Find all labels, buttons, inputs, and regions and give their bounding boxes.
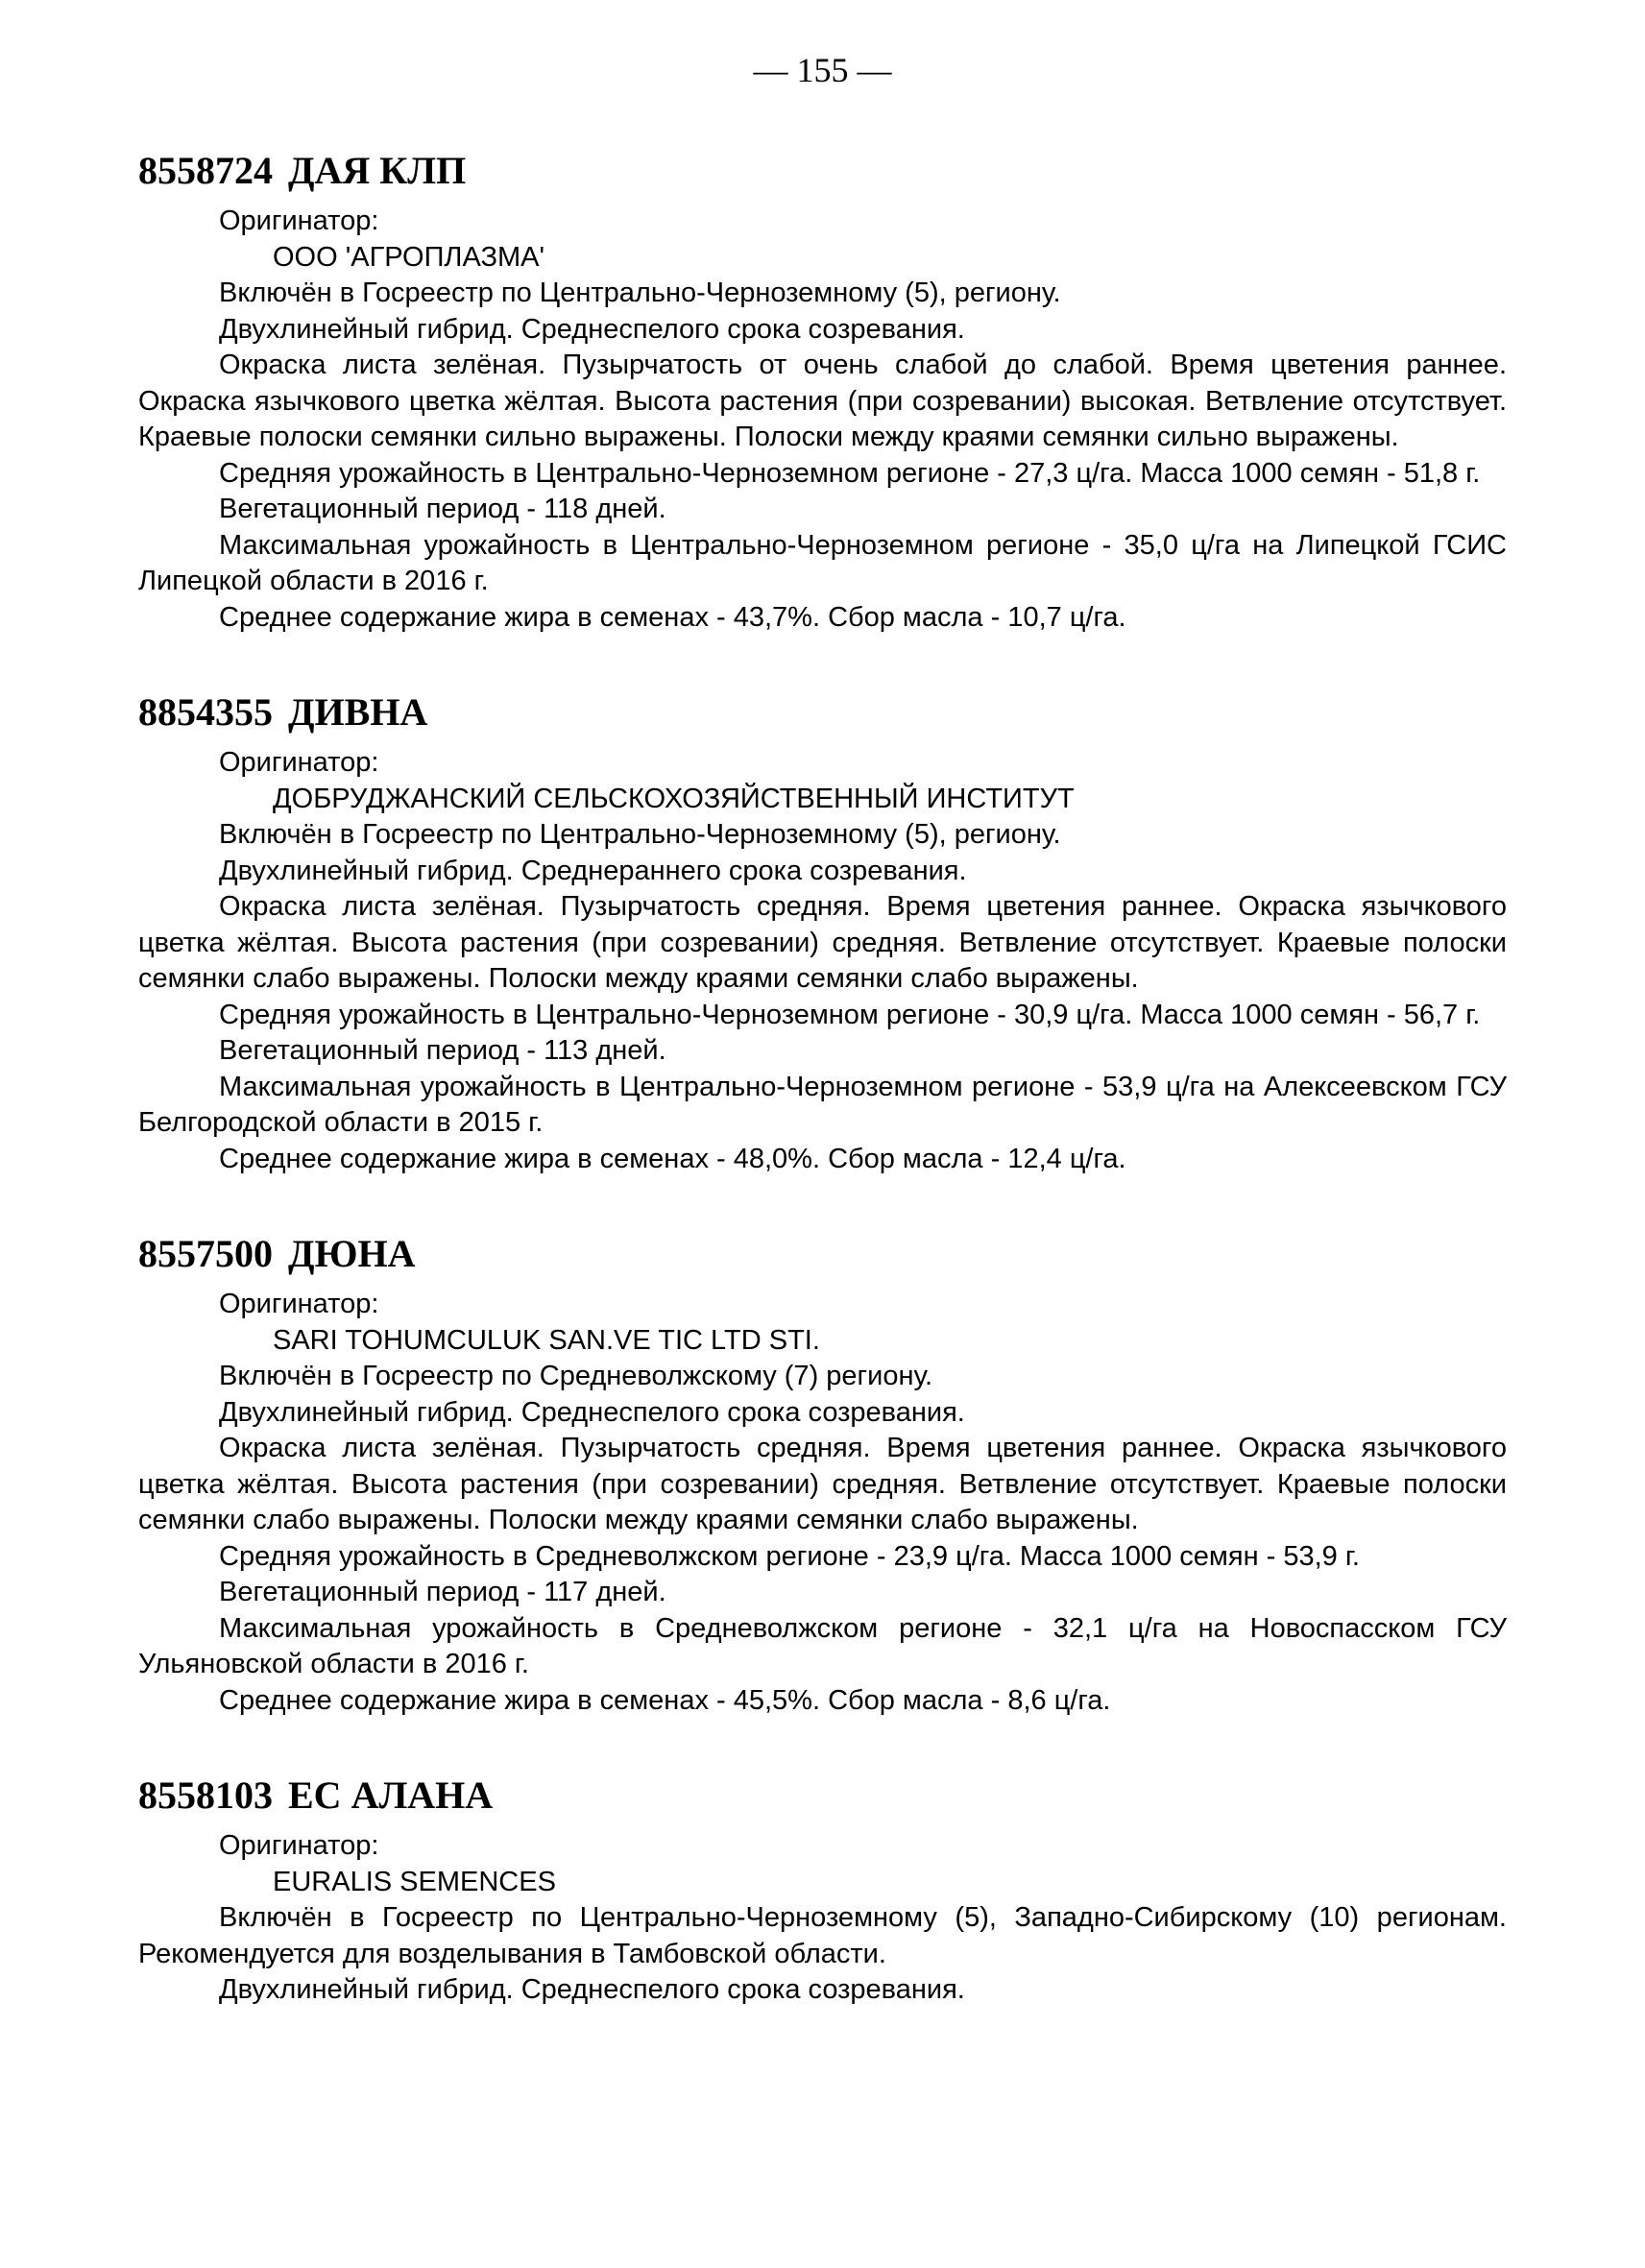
paragraph-max-yield: Максимальная урожайность в Центрально-Черноземном регионе - 35,0 ц/га на Липецкой ГСИС Липецкой области в 2016 г. bbox=[138, 529, 1507, 596]
page-number: — 155 — bbox=[753, 51, 892, 89]
paragraph-oil-content: Среднее содержание жира в семенах - 45,5%. Сбор масла - 8,6 ц/га. bbox=[219, 1684, 1111, 1716]
paragraph-description: Окраска листа зелёная. Пузырчатость средняя. Время цветения раннее. Окраска язычкового цветка жёлтая. Высота растения (при созревании) средняя. Ветвление отсутствует. Краевые полоски семянки слабо выражены. Полоски между краями семянки слабо выражены. bbox=[138, 1433, 1507, 1535]
document-page bbox=[138, 46, 1507, 2009]
variety-entry bbox=[138, 1225, 1507, 1719]
paragraph-registry: Включён в Госреестр по Центрально-Черноземному (5), Западно-Сибирскому (10) регионам. Рекомендуется для возделывания в Тамбовской области. bbox=[138, 1902, 1507, 1969]
paragraph-registry: Включён в Госреестр по Центрально-Черноземному (5), региону. bbox=[219, 819, 1061, 850]
variety-entry bbox=[138, 1767, 1507, 2009]
paragraph-description: Окраска листа зелёная. Пузырчатость средняя. Время цветения раннее. Окраска язычкового цветка жёлтая. Высота растения (при созревании) средняя. Ветвление отсутствует. Краевые полоски семянки слабо выражены. Полоски между краями семянки слабо выражены. bbox=[138, 891, 1507, 994]
variety-code: 8854355 bbox=[138, 690, 273, 734]
paragraph-registry: Включён в Госреестр по Центрально-Черноземному (5), региону. bbox=[219, 277, 1061, 308]
variety-code: 8558724 bbox=[138, 149, 273, 192]
paragraph-oil-content: Среднее содержание жира в семенах - 43,7%. Сбор масла - 10,7 ц/га. bbox=[219, 601, 1126, 633]
variety-code: 8557500 bbox=[138, 1232, 273, 1275]
paragraph-hybrid-type: Двухлинейный гибрид. Среднеспелого срока созревания. bbox=[219, 1396, 965, 1428]
paragraph-yield: Средняя урожайность в Центрально-Черноземном регионе - 27,3 ц/га. Масса 1000 семян - 51,8 г. bbox=[219, 457, 1481, 489]
variety-entry bbox=[138, 142, 1507, 636]
paragraph-vegetation: Вегетационный период - 118 дней. bbox=[219, 494, 666, 524]
originator-label: Оригинатор: bbox=[219, 747, 379, 778]
paragraph-hybrid-type: Двухлинейный гибрид. Среднераннего срока созревания. bbox=[219, 855, 967, 886]
paragraph-description: Окраска листа зелёная. Пузырчатость от очень слабой до слабой. Время цветения раннее. Окраска язычкового цветка жёлтая. Высота растения (при созревании) высокая. Ветвление отсутствует. Краевые полоски семянки сильно выражены. Полоски между краями семянки сильно выражены. bbox=[138, 350, 1507, 452]
variety-heading bbox=[138, 1767, 1507, 1824]
variety-heading bbox=[138, 1225, 1507, 1283]
originator-label: Оригинатор: bbox=[219, 1830, 379, 1861]
variety-code: 8558103 bbox=[138, 1773, 273, 1817]
paragraph-yield: Средняя урожайность в Центрально-Черноземном регионе - 30,9 ц/га. Масса 1000 семян - 56,7 г. bbox=[219, 999, 1481, 1030]
originator-label: Оригинатор: bbox=[219, 205, 379, 236]
originator-label: Оригинатор: bbox=[219, 1289, 379, 1319]
variety-name: ЕС АЛАНА bbox=[288, 1773, 494, 1817]
paragraph-max-yield: Максимальная урожайность в Центрально-Черноземном регионе - 53,9 ц/га на Алексеевском ГСУ Белгородской области в 2015 г. bbox=[138, 1071, 1507, 1138]
variety-name: ДИВНА bbox=[288, 690, 428, 734]
variety-entry bbox=[138, 684, 1507, 1177]
paragraph-registry: Включён в Госреестр по Средневолжскому (7) региону. bbox=[219, 1361, 933, 1391]
variety-name: ДАЯ КЛП bbox=[288, 149, 467, 192]
paragraph-vegetation: Вегетационный период - 117 дней. bbox=[219, 1577, 666, 1607]
variety-heading bbox=[138, 684, 1507, 741]
variety-name: ДЮНА bbox=[288, 1232, 416, 1275]
originator-name: ДОБРУДЖАНСКИЙ СЕЛЬСКОХОЗЯЙСТВЕННЫЙ ИНСТИТУТ bbox=[273, 783, 1075, 814]
paragraph-oil-content: Среднее содержание жира в семенах - 48,0%. Сбор масла - 12,4 ц/га. bbox=[219, 1143, 1126, 1174]
variety-heading bbox=[138, 142, 1507, 200]
originator-name: EURALIS SEMENCES bbox=[273, 1866, 556, 1897]
paragraph-vegetation: Вегетационный период - 113 дней. bbox=[219, 1035, 666, 1066]
paragraph-max-yield: Максимальная урожайность в Средневолжском регионе - 32,1 ц/га на Новоспасском ГСУ Ульяновской области в 2016 г. bbox=[138, 1612, 1507, 1679]
paragraph-hybrid-type: Двухлинейный гибрид. Среднеспелого срока созревания. bbox=[219, 313, 965, 345]
paragraph-yield: Средняя урожайность в Средневолжском регионе - 23,9 ц/га. Масса 1000 семян - 53,9 г. bbox=[219, 1540, 1360, 1572]
paragraph-hybrid-type: Двухлинейный гибрид. Среднеспелого срока созревания. bbox=[219, 1974, 965, 2005]
originator-name: ООО 'АГРОПЛАЗМА' bbox=[273, 241, 545, 273]
originator-name: SARI TOHUMCULUK SAN.VE TIC LTD STI. bbox=[273, 1324, 820, 1356]
